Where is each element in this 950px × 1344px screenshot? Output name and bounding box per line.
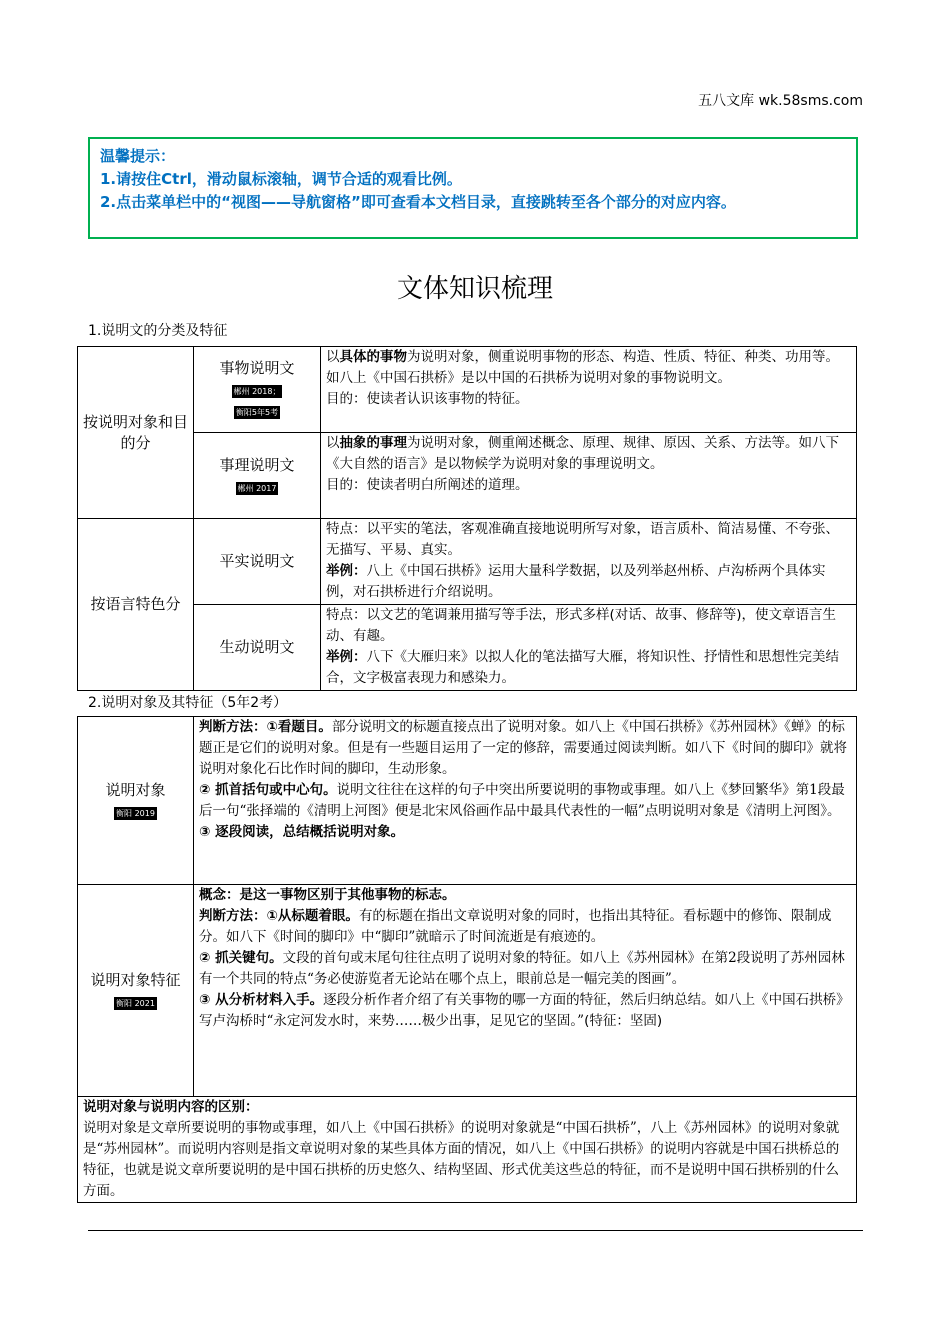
classification-table [77, 346, 857, 691]
difference-cell: 说明对象与说明内容的区别： 说明对象是文章所要说明的事物或事理，如八上《中国石拱桥》的说明对象就是“中国石拱桥”，八上《苏州园林》的说明对象就是“苏州园林”。而说明内容则是指文章说明对象的某些具体方面的情况，如八上《中国石拱桥》的说明内容就是中国石拱桥总的特征，也就是说文章所要说明的是中国石拱桥的历史悠久、结构坚固、形式优美这些总的特征，而不是说明中国石拱桥别的什么方面。 [78, 1097, 857, 1203]
type-label: 事物说明文 [219, 359, 295, 377]
section-1-heading: 1.说明文的分类及特征 [88, 323, 228, 339]
type-label: 生动说明文 [194, 605, 321, 691]
tip-heading: 温馨提示： [100, 147, 176, 165]
emphasis: 抽象的事理 [339, 435, 407, 451]
table-row [78, 1097, 857, 1203]
page-title: 文体知识梳理 [396, 274, 553, 304]
label-cell [78, 717, 194, 885]
table-row [78, 347, 857, 433]
exam-tag: 郴州 2017 [237, 483, 277, 493]
footer-rule [88, 1230, 863, 1231]
object-feature-table [77, 716, 857, 1203]
exam-tag: 衡阳 2021 [116, 998, 155, 1008]
content-cell: 判断方法：①看题目。部分说明文的标题直接点出了说明对象。如八上《中国石拱桥》《苏州园林》《蝉》的标题正是它们的说明对象。但是有一些题目运用了一定的修辞，需要通过阅读判断。如八下《时间的脚印》就将说明对象化石比作时间的脚印，生动形象。 ② 抓首括句或中心句。说明文往往在这样的句子中突出所要说明的事物或事理。如八上《梦回繁华》第1段最后一句“张择端的《清明上河图》便是北宋风俗画作品中最具代表性的一幅”点明说明对象是《清明上河图》。 ③ 逐段阅读，总结概括说明对象。 [194, 717, 857, 885]
row-label: 说明对象 [105, 780, 166, 799]
type-cell [194, 347, 321, 433]
type-label: 平实说明文 [194, 519, 321, 605]
desc-cell: 以具体的事物为说明对象，侧重说明事物的形态、构造、性质、特征、种类、功用等。如八上《中国石拱桥》是以中国的石拱桥为说明对象的事物说明文。 目的：使读者认识该事物的特征。 [321, 347, 857, 433]
tip-line-2: 2.点击菜单栏中的“视图——导航窗格”即可查看本文档目录，直接跳转至各个部分的对应内容。 [100, 193, 736, 211]
exam-tag: 郴州 2018； [233, 387, 281, 396]
label-cell [78, 885, 194, 1097]
tip-box [88, 137, 858, 239]
table-row [78, 885, 857, 1097]
desc-cell: 以抽象的事理为说明对象，侧重阐述概念、原理、规律、原因、关系、方法等。如八下《大自然的语言》是以物候学为说明对象的事理说明文。 目的：使读者明白所阐述的道理。 [321, 433, 857, 519]
table-row [78, 519, 857, 605]
row-label: 说明对象特征 [90, 970, 181, 989]
type-label: 事理说明文 [219, 455, 295, 474]
tip-line-1: 1.请按住Ctrl，滑动鼠标滚轴，调节合适的观看比例。 [100, 170, 462, 188]
table-row [78, 605, 857, 691]
exam-tag: 衡阳 2019 [116, 808, 155, 818]
table-row [78, 433, 857, 519]
type-cell [194, 433, 321, 519]
desc-cell: 特点：以文艺的笔调兼用描写等手法，形式多样(对话、故事、修辞等)，使文章语言生动、有趣。 举例：八下《大雁归来》以拟人化的笔法描写大雁，将知识性、抒情性和思想性完美结合，文字极富表现力和感染力。 [321, 605, 857, 691]
group-by-object: 按说明对象和目的分 [78, 347, 194, 519]
content-cell: 概念：是这一事物区别于其他事物的标志。 判断方法：①从标题着眼。有的标题在指出文章说明对象的同时，也指出其特征。看标题中的修饰、限制成分。如八下《时间的脚印》中“脚印”就暗示了时间流逝是有痕迹的。 ② 抓关键句。文段的首句或末尾句往往点明了说明对象的特征。如八上《苏州园林》在第2段说明了苏州园林有一个共同的特点“务必使游览者无论站在哪个点上，眼前总是一幅完美的图画”。 ③ 从分析材料入手。逐段分析作者介绍了有关事物的哪一方面的特征，然后归纳总结。如八上《中国石拱桥》写卢沟桥时“永定河发水时，来势……极少出事，足见它的坚固。”(特征：坚固) [194, 885, 857, 1097]
table-row [78, 717, 857, 885]
desc-cell: 特点：以平实的笔法，客观准确直接地说明所写对象，语言质朴、简洁易懂、不夸张、无描写、平易、真实。 举例：八上《中国石拱桥》运用大量科学数据，以及列举赵州桥、卢沟桥两个具体实例，对石拱桥进行介绍说明。 [321, 519, 857, 605]
section-2-heading: 2.说明对象及其特征（5年2考） [88, 695, 288, 711]
watermark: 五八文库 wk.58sms.com [698, 93, 863, 109]
group-by-language: 按语言特色分 [78, 519, 194, 691]
emphasis: 具体的事物 [339, 349, 407, 365]
exam-tag: 衡阳5年5考 [235, 408, 279, 417]
